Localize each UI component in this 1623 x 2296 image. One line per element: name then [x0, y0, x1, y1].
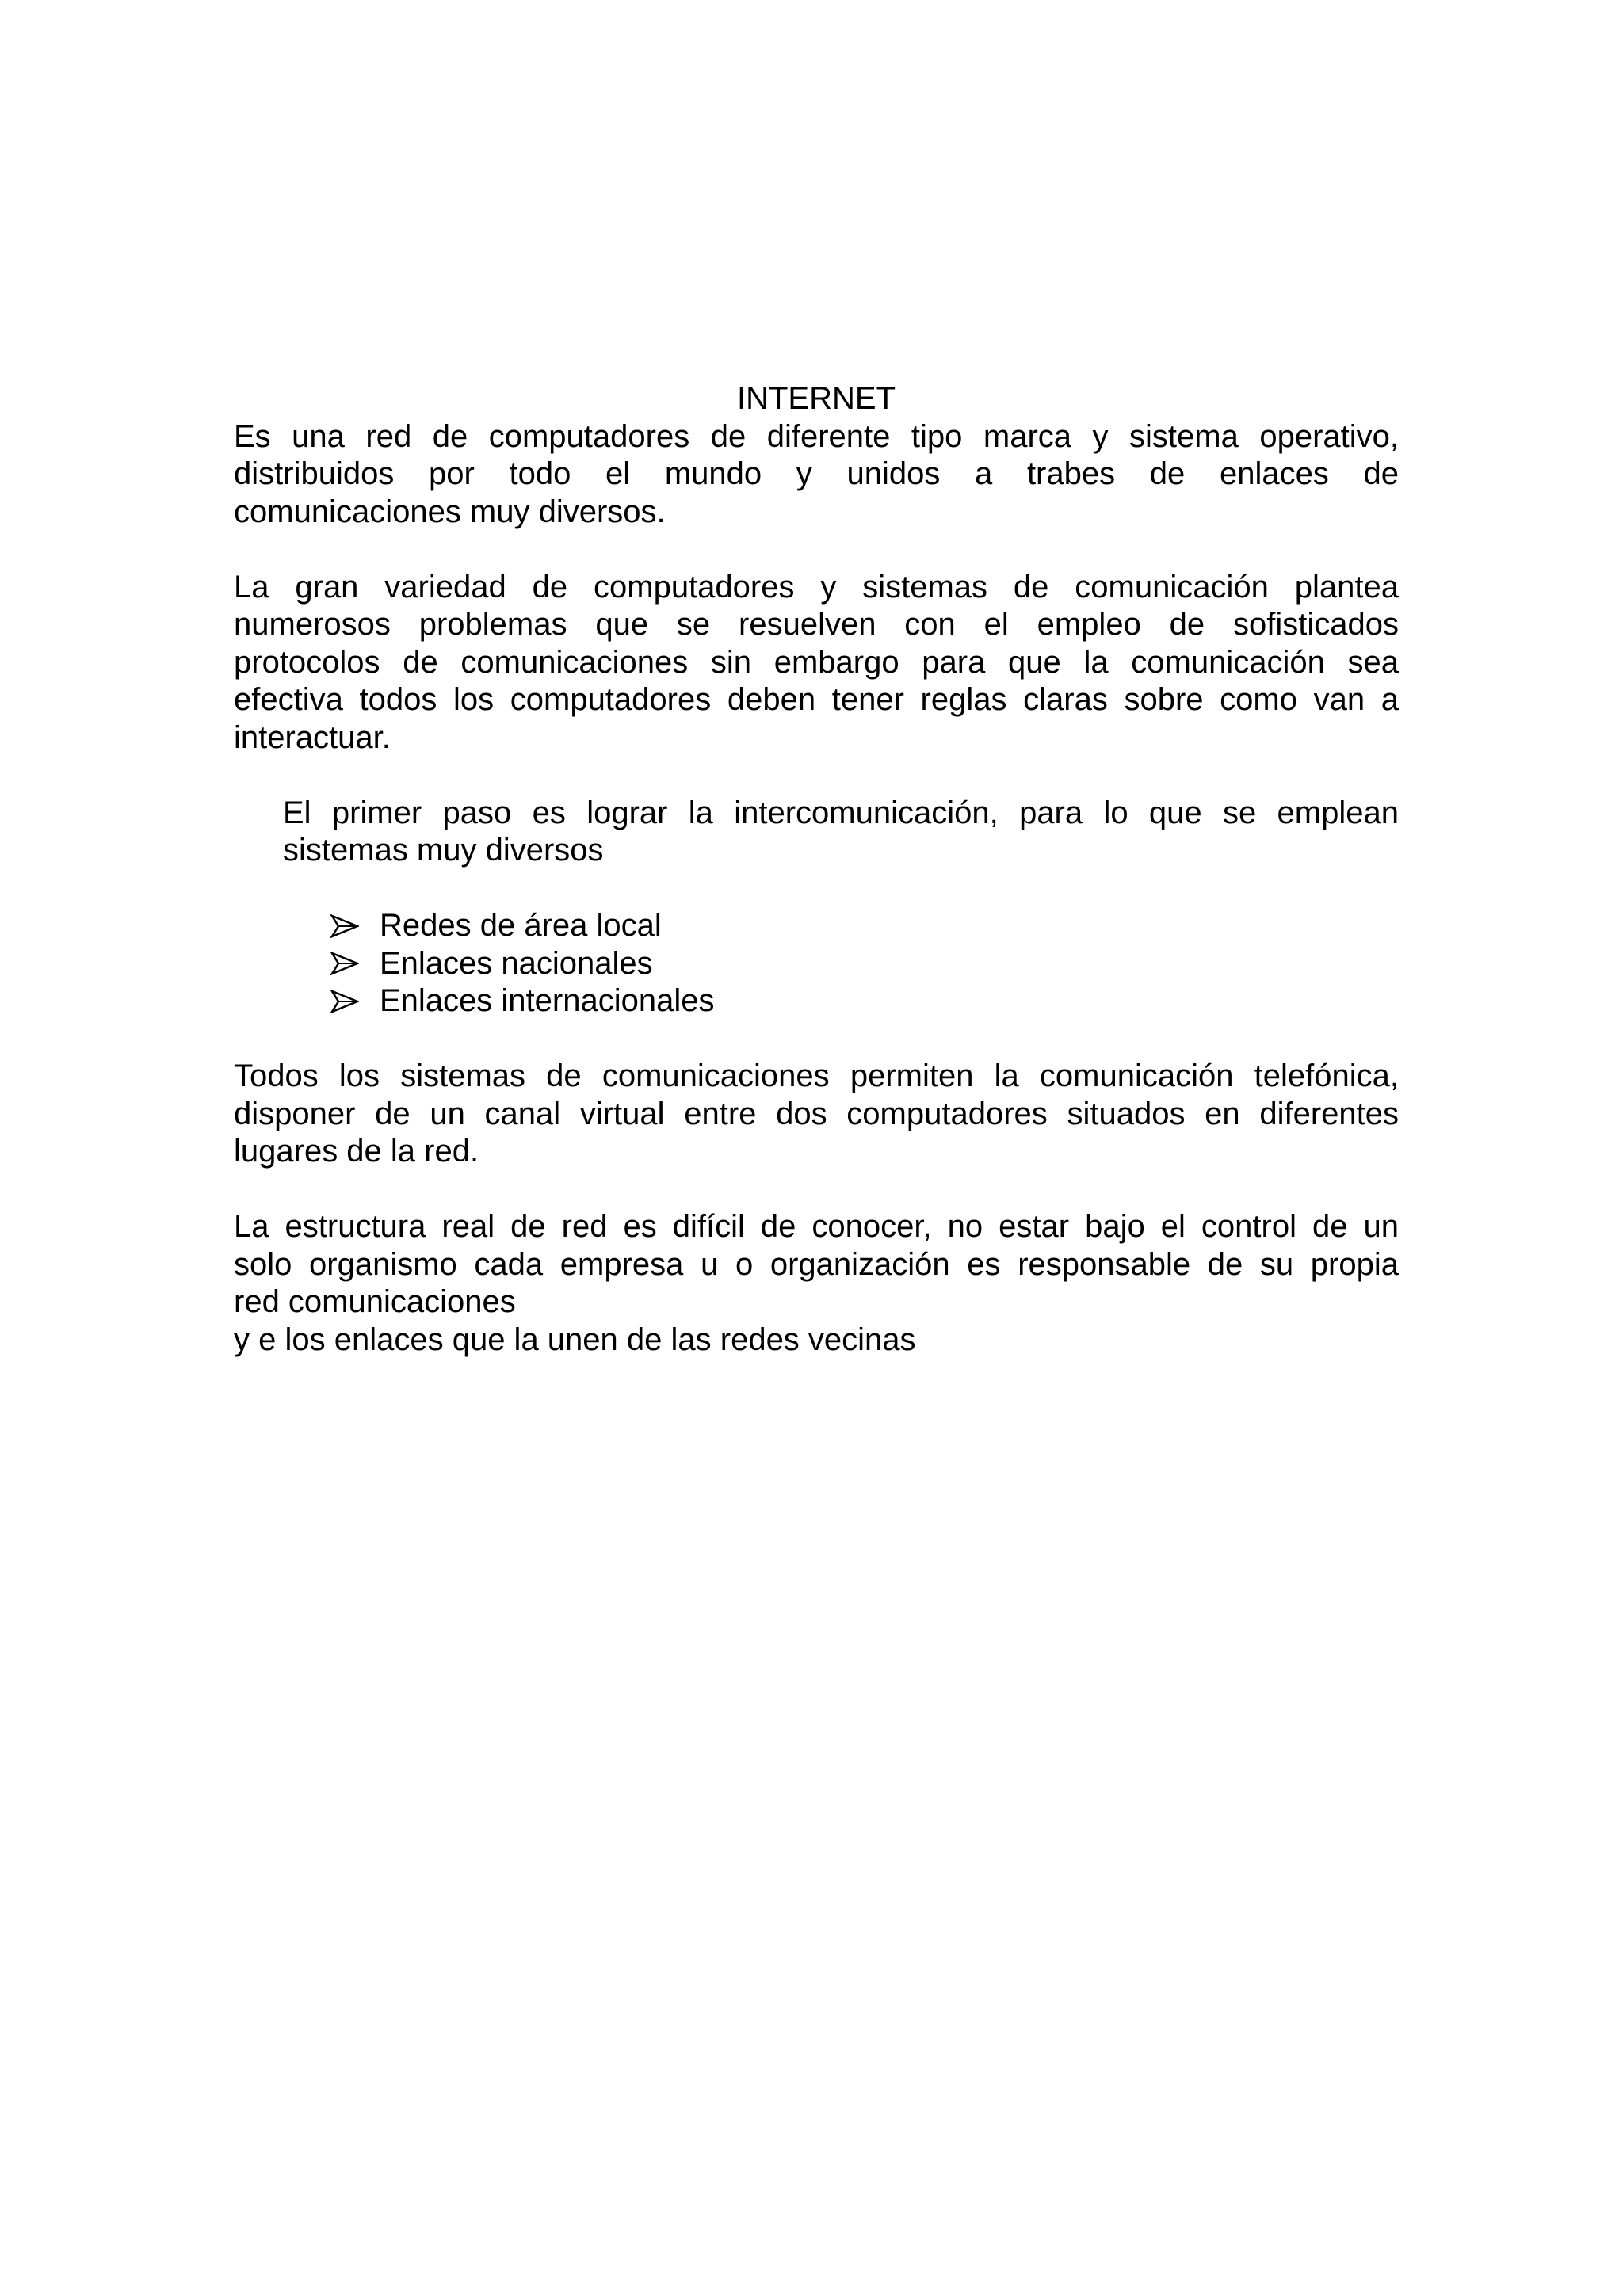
- list-item: [330, 982, 1399, 1020]
- text-line: Es una red de computadores de diferente tipo marca y sistema operativo,: [234, 418, 1399, 454]
- text-line: El primer paso es lograr la intercomunicación, para lo que se emplean: [283, 795, 1399, 830]
- list-item: [330, 945, 1399, 983]
- text-line: Todos los sistemas de comunicaciones permiten la comunicación telefónica,: [234, 1058, 1399, 1093]
- text-line: interactuar.: [234, 719, 391, 755]
- paragraph-structure: [234, 1208, 1399, 1359]
- bullet-label: Redes de área local: [380, 908, 662, 943]
- document-body: [234, 380, 1399, 1359]
- bullet-label: Enlaces internacionales: [380, 983, 715, 1018]
- text-line: sistemas muy diversos: [283, 833, 604, 868]
- paragraph-intro: [234, 418, 1399, 532]
- document-title: INTERNET: [737, 381, 896, 416]
- list-item: [330, 907, 1399, 945]
- paragraph-systems: [234, 1058, 1399, 1171]
- text-line: disponer de un canal virtual entre dos computadores situados en diferentes: [234, 1096, 1399, 1131]
- text-line: La gran variedad de computadores y sistemas de comunicación plantea: [234, 569, 1399, 605]
- text-line: lugares de la red.: [234, 1134, 479, 1169]
- arrowhead-bullet-icon: [330, 952, 359, 975]
- text-line: La estructura real de red es difícil de conocer, no estar bajo el control de un: [234, 1209, 1399, 1244]
- text-line: protocolos de comunicaciones sin embargo para que la comunicación sea: [234, 644, 1399, 680]
- text-line: comunicaciones muy diversos.: [234, 494, 666, 529]
- text-line: solo organismo cada empresa u o organización es responsable de su propia: [234, 1246, 1399, 1282]
- paragraph-first-step: [283, 795, 1399, 870]
- bullet-label: Enlaces nacionales: [380, 945, 653, 981]
- paragraph-variety: [234, 569, 1399, 757]
- text-line: red comunicaciones: [234, 1284, 516, 1319]
- arrowhead-bullet-icon: [330, 914, 359, 938]
- text-line: y e los enlaces que la unen de las redes vecinas: [234, 1322, 916, 1357]
- text-line: efectiva todos los computadores deben tener reglas claras sobre como van a: [234, 682, 1399, 717]
- text-line: distribuidos por todo el mundo y unidos a trabes de enlaces de: [234, 456, 1399, 491]
- arrowhead-bullet-icon: [330, 990, 359, 1013]
- bullet-list: [234, 907, 1399, 1020]
- text-line: numerosos problemas que se resuelven con el empleo de sofisticados: [234, 607, 1399, 642]
